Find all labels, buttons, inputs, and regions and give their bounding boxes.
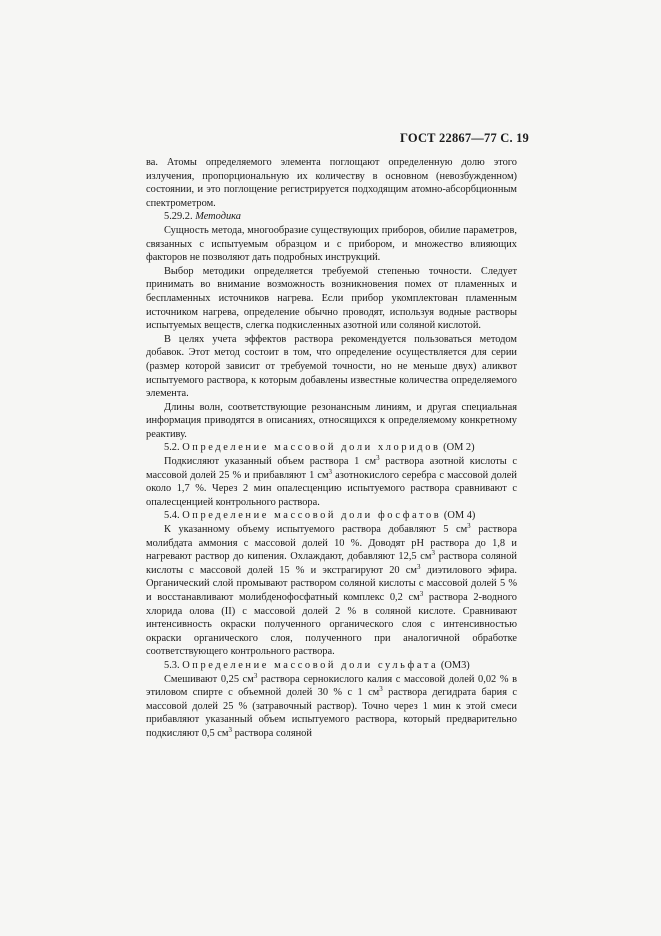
paragraph: Подкисляют указанный объем раствора 1 $см^3$ раствора азотной кислоты с массовой долей 25 % и прибавляют 1 $см^3$ азотнокислого серебра с массовой долей около 1,7 %. Через 2 мин опалесценцию испытуемого раствора сравнивают с опалесценцией контрольного раствора. [146, 454, 517, 508]
section-5-2-heading [146, 441, 517, 455]
paragraph: Длины волн, соответствующие резонансным линиям, и другая специальная информация приводятся в описаниях, относящихся к определяемому конкретному реактиву. [146, 401, 517, 440]
section-number: 5.3. [164, 659, 180, 671]
body-text [146, 156, 517, 741]
section-number: 5.29.2. [164, 211, 193, 223]
section-5-29-2-heading [146, 210, 517, 224]
section-5-3-heading [146, 659, 517, 673]
section-number: 5.2. [164, 442, 180, 454]
page-header: ГОСТ 22867—77 С. 19 [400, 131, 529, 145]
section-title: Определение массовой доли фосфатов [182, 510, 442, 522]
paragraph: В целях учета эффектов раствора рекомендуется пользоваться методом добавок. Этот метод состоит в том, что определение осуществляется для серии (размер которой зависит от требуемой точности, но не меньше двух) аликвот испытуемого раствора, к которым добавлены известные количества определяемого элемента. [146, 333, 517, 400]
paragraph: К указанному объему испытуемого раствора добавляют 5 $см^3$ раствора молибдата аммония с массовой долей 10 %. Доводят pH раствора до 1,8 и нагревают раствор до кипения. Охлаждают, добавляют 12,5 $см^3$ раствора соляной кислоты с массовой долей 15 % и экстрагируют 20 $см^3$ диэтилового эфира. Органический слой промывают раствором соляной кислоты с массовой долей 5 % и восстанавливают молибденофосфатный комплекс 0,2 $см^3$ раствора 2-водного хлорида олова (II) с массовой долей 2 % в соляной кислоте. Сравнивают интенсивность окраски полученного органического слоя с интенсивностью окраски органического слоя, полученного при аналогичной обработке соответствующего контрольного раствора. [146, 522, 517, 658]
section-5-4-heading [146, 509, 517, 523]
paragraph: Смешивают 0,25 $см^3$ раствора сернокислого калия с массовой долей 0,02 % в этиловом спирте с объемной долей 30 % с 1 $см^3$ раствора дегидрата бария с массовой долей 25 % (затравочный раствор). Точно через 1 мин к этой смеси прибавляют указанный объем испытуемого раствора, который предварительно подкисляют 0,5 $см^3$ раствора соляной [146, 671, 517, 739]
section-title: Определение массовой доли сульфата [182, 659, 439, 671]
section-code: (ОМ 2) [443, 442, 475, 454]
section-number: 5.4. [164, 510, 180, 522]
section-title: Определение массовой доли хлоридов [182, 442, 441, 454]
section-code: (ОМ3) [440, 659, 470, 671]
paragraph: Сущность метода, многообразие существующих приборов, обилие параметров, связанных с испытуемым образцом и с прибором, и множество влияющих факторов не позволяют дать подробных инструкций. [146, 224, 517, 264]
section-code: (ОМ 4) [443, 510, 476, 522]
section-title: Методика [195, 211, 241, 223]
paragraph-continuation: ва. Атомы определяемого элемента поглощают определенную долю этого излучения, пропорциональную их количеству в основном (невозбужденном) состоянии, и это поглощение регистрируется подходящим атомно-абсорбционным спектрометром. [146, 157, 517, 209]
paragraph: Выбор методики определяется требуемой степенью точности. Следует принимать во внимание возможность возникновения помех от пламенных и беспламенных источников нагрева. Если прибор укомплектован пламенным источником нагрева, определение обычно проводят, используя водные растворы испытуемых веществ, слегка подкисленных азотной или соляной кислотой. [146, 265, 517, 332]
